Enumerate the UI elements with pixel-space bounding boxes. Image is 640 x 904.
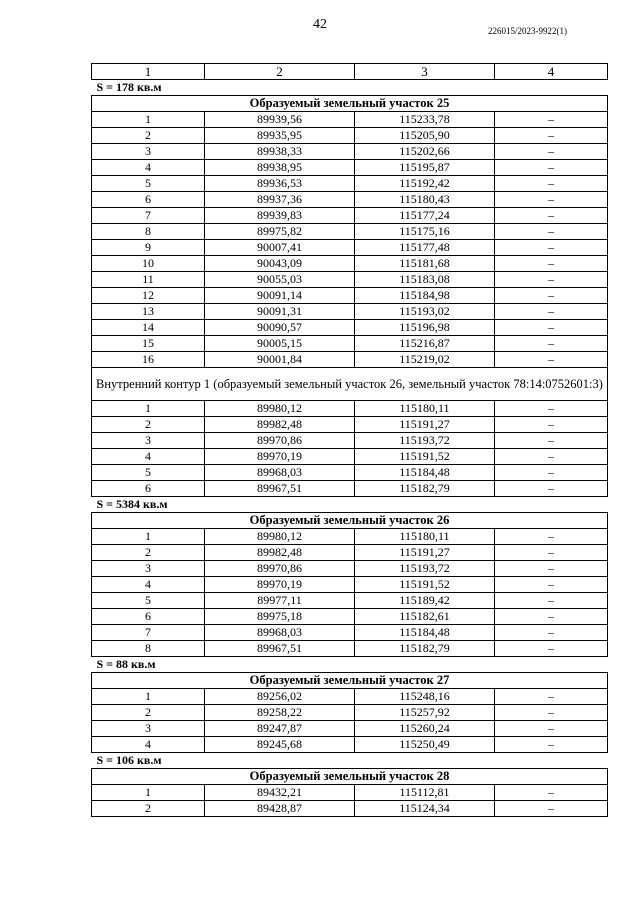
point-number: 1 — [92, 785, 205, 801]
coord-y: 115180,11 — [355, 401, 495, 417]
table-row — [92, 336, 608, 352]
point-number: 16 — [92, 352, 205, 368]
table-row — [92, 481, 608, 497]
coord-x: 89245,68 — [205, 737, 355, 753]
table-row — [92, 545, 608, 561]
coord-y: 115260,24 — [355, 721, 495, 737]
coord-y: 115112,81 — [355, 785, 495, 801]
coord-x: 89935,95 — [205, 128, 355, 144]
coord-y: 115175,16 — [355, 224, 495, 240]
point-number: 6 — [92, 192, 205, 208]
coord-y: 115257,92 — [355, 705, 495, 721]
coord-x: 90007,41 — [205, 240, 355, 256]
note: – — [495, 320, 608, 336]
coord-x: 90043,09 — [205, 256, 355, 272]
coord-x: 89970,86 — [205, 561, 355, 577]
note: – — [495, 160, 608, 176]
coord-y: 115219,02 — [355, 352, 495, 368]
point-number: 1 — [92, 112, 205, 128]
contour-title: Внутренний контур 1 (образуемый земельный участок 26, земельный участок 78:14:0752601:3) — [92, 368, 608, 401]
area-label: S = 178 кв.м — [92, 80, 608, 96]
parcel-title: Образуемый земельный участок 25 — [92, 96, 608, 112]
point-number: 1 — [92, 529, 205, 545]
coord-y: 115193,02 — [355, 304, 495, 320]
point-number: 5 — [92, 593, 205, 609]
coord-y: 115191,27 — [355, 417, 495, 433]
point-number: 7 — [92, 208, 205, 224]
point-number: 11 — [92, 272, 205, 288]
coord-x: 89967,51 — [205, 641, 355, 657]
point-number: 8 — [92, 641, 205, 657]
table-row — [92, 224, 608, 240]
coord-y: 115233,78 — [355, 112, 495, 128]
table-row — [92, 561, 608, 577]
coord-y: 115196,98 — [355, 320, 495, 336]
point-number: 13 — [92, 304, 205, 320]
point-number: 4 — [92, 737, 205, 753]
point-number: 3 — [92, 144, 205, 160]
note: – — [495, 577, 608, 593]
table-row — [92, 705, 608, 721]
table-row — [92, 208, 608, 224]
point-number: 1 — [92, 401, 205, 417]
point-number: 2 — [92, 128, 205, 144]
note: – — [495, 192, 608, 208]
coord-y: 115182,61 — [355, 609, 495, 625]
coord-x: 89982,48 — [205, 417, 355, 433]
coord-x: 89970,19 — [205, 577, 355, 593]
table-row — [92, 529, 608, 545]
coordinates-table — [91, 63, 608, 817]
point-number: 4 — [92, 449, 205, 465]
point-number: 3 — [92, 721, 205, 737]
point-number: 2 — [92, 705, 205, 721]
note: – — [495, 256, 608, 272]
point-number: 4 — [92, 160, 205, 176]
coord-x: 89432,21 — [205, 785, 355, 801]
note: – — [495, 801, 608, 817]
note: – — [495, 417, 608, 433]
note: – — [495, 705, 608, 721]
coord-x: 89247,87 — [205, 721, 355, 737]
parcel-title: Образуемый земельный участок 26 — [92, 513, 608, 529]
coord-x: 90005,15 — [205, 336, 355, 352]
coord-y: 115177,48 — [355, 240, 495, 256]
coord-y: 115193,72 — [355, 433, 495, 449]
coord-y: 115205,90 — [355, 128, 495, 144]
note: – — [495, 208, 608, 224]
note: – — [495, 721, 608, 737]
point-number: 2 — [92, 417, 205, 433]
table-row — [92, 433, 608, 449]
table-row — [92, 625, 608, 641]
table-row — [92, 144, 608, 160]
coord-y: 115192,42 — [355, 176, 495, 192]
parcel-title-row — [92, 513, 608, 529]
point-number: 9 — [92, 240, 205, 256]
coord-y: 115183,08 — [355, 272, 495, 288]
table-row — [92, 320, 608, 336]
point-number: 8 — [92, 224, 205, 240]
table-row — [92, 304, 608, 320]
table-row — [92, 577, 608, 593]
coord-x: 89975,18 — [205, 609, 355, 625]
coord-y: 115248,16 — [355, 689, 495, 705]
table-row — [92, 176, 608, 192]
table-row — [92, 641, 608, 657]
table-row — [92, 417, 608, 433]
area-row — [92, 753, 608, 769]
coord-y: 115250,49 — [355, 737, 495, 753]
table-row — [92, 192, 608, 208]
table-row — [92, 689, 608, 705]
coord-y: 115202,66 — [355, 144, 495, 160]
point-number: 2 — [92, 801, 205, 817]
note: – — [495, 625, 608, 641]
coordinates-table-body — [92, 64, 608, 817]
area-row — [92, 80, 608, 96]
coord-y: 115180,11 — [355, 529, 495, 545]
note: – — [495, 593, 608, 609]
area-row — [92, 657, 608, 673]
parcel-title-row — [92, 769, 608, 785]
point-number: 6 — [92, 481, 205, 497]
area-label: S = 88 кв.м — [92, 657, 608, 673]
parcel-title-row — [92, 673, 608, 689]
note: – — [495, 689, 608, 705]
coord-y: 115191,52 — [355, 449, 495, 465]
note: – — [495, 401, 608, 417]
note: – — [495, 641, 608, 657]
table-row — [92, 272, 608, 288]
point-number: 3 — [92, 433, 205, 449]
coord-x: 89938,33 — [205, 144, 355, 160]
coord-y: 115193,72 — [355, 561, 495, 577]
table-row — [92, 240, 608, 256]
note: – — [495, 609, 608, 625]
note: – — [495, 545, 608, 561]
coord-x: 89982,48 — [205, 545, 355, 561]
coord-y: 115124,34 — [355, 801, 495, 817]
area-row — [92, 497, 608, 513]
note: – — [495, 465, 608, 481]
document-id: 226015/2023-9922(1) — [488, 26, 567, 36]
point-number: 5 — [92, 176, 205, 192]
coord-x: 89967,51 — [205, 481, 355, 497]
note: – — [495, 176, 608, 192]
table-row — [92, 256, 608, 272]
coord-x: 89936,53 — [205, 176, 355, 192]
note: – — [495, 272, 608, 288]
coord-y: 115182,79 — [355, 481, 495, 497]
coord-x: 90001,84 — [205, 352, 355, 368]
coord-y: 115184,48 — [355, 625, 495, 641]
coord-x: 89428,87 — [205, 801, 355, 817]
area-label: S = 106 кв.м — [92, 753, 608, 769]
note: – — [495, 449, 608, 465]
coord-x: 89968,03 — [205, 465, 355, 481]
column-header: 4 — [495, 64, 608, 80]
coord-x: 89937,36 — [205, 192, 355, 208]
area-label: S = 5384 кв.м — [92, 497, 608, 513]
coord-x: 89256,02 — [205, 689, 355, 705]
coord-y: 115182,79 — [355, 641, 495, 657]
table-row — [92, 785, 608, 801]
coord-x: 89980,12 — [205, 401, 355, 417]
coord-y: 115180,43 — [355, 192, 495, 208]
coord-x: 89970,19 — [205, 449, 355, 465]
coord-x: 90091,31 — [205, 304, 355, 320]
coord-y: 115189,42 — [355, 593, 495, 609]
note: – — [495, 352, 608, 368]
coord-x: 90090,57 — [205, 320, 355, 336]
coord-x: 89968,03 — [205, 625, 355, 641]
coord-x: 89980,12 — [205, 529, 355, 545]
coord-x: 89258,22 — [205, 705, 355, 721]
coord-x: 89939,56 — [205, 112, 355, 128]
coord-x: 89939,83 — [205, 208, 355, 224]
table-row — [92, 593, 608, 609]
coord-y: 115216,87 — [355, 336, 495, 352]
coord-y: 115181,68 — [355, 256, 495, 272]
coord-x: 89977,11 — [205, 593, 355, 609]
note: – — [495, 433, 608, 449]
point-number: 14 — [92, 320, 205, 336]
note: – — [495, 112, 608, 128]
point-number: 4 — [92, 577, 205, 593]
coord-x: 90091,14 — [205, 288, 355, 304]
parcel-title: Образуемый земельный участок 28 — [92, 769, 608, 785]
table-row — [92, 112, 608, 128]
note: – — [495, 240, 608, 256]
column-header: 3 — [355, 64, 495, 80]
table-row — [92, 128, 608, 144]
column-header-row — [92, 64, 608, 80]
point-number: 3 — [92, 561, 205, 577]
coord-y: 115195,87 — [355, 160, 495, 176]
coord-x: 89938,95 — [205, 160, 355, 176]
note: – — [495, 561, 608, 577]
point-number: 10 — [92, 256, 205, 272]
table-row — [92, 609, 608, 625]
note: – — [495, 336, 608, 352]
table-row — [92, 401, 608, 417]
coord-y: 115184,48 — [355, 465, 495, 481]
coord-y: 115191,52 — [355, 577, 495, 593]
note: – — [495, 224, 608, 240]
note: – — [495, 288, 608, 304]
point-number: 5 — [92, 465, 205, 481]
point-number: 15 — [92, 336, 205, 352]
parcel-title: Образуемый земельный участок 27 — [92, 673, 608, 689]
point-number: 12 — [92, 288, 205, 304]
coord-x: 89970,86 — [205, 433, 355, 449]
table-row — [92, 288, 608, 304]
note: – — [495, 304, 608, 320]
note: – — [495, 144, 608, 160]
coord-x: 90055,03 — [205, 272, 355, 288]
column-header: 2 — [205, 64, 355, 80]
table-row — [92, 160, 608, 176]
table-row — [92, 721, 608, 737]
note: – — [495, 785, 608, 801]
page-number: 42 — [313, 17, 327, 32]
note: – — [495, 737, 608, 753]
contour-title-row — [92, 368, 608, 401]
note: – — [495, 481, 608, 497]
parcel-title-row — [92, 96, 608, 112]
point-number: 6 — [92, 609, 205, 625]
table-row — [92, 465, 608, 481]
coord-y: 115191,27 — [355, 545, 495, 561]
note: – — [495, 529, 608, 545]
note: – — [495, 128, 608, 144]
point-number: 1 — [92, 689, 205, 705]
point-number: 2 — [92, 545, 205, 561]
coord-y: 115177,24 — [355, 208, 495, 224]
table-row — [92, 352, 608, 368]
table-row — [92, 449, 608, 465]
table-row — [92, 801, 608, 817]
table-row — [92, 737, 608, 753]
coord-y: 115184,98 — [355, 288, 495, 304]
coord-x: 89975,82 — [205, 224, 355, 240]
point-number: 7 — [92, 625, 205, 641]
column-header: 1 — [92, 64, 205, 80]
